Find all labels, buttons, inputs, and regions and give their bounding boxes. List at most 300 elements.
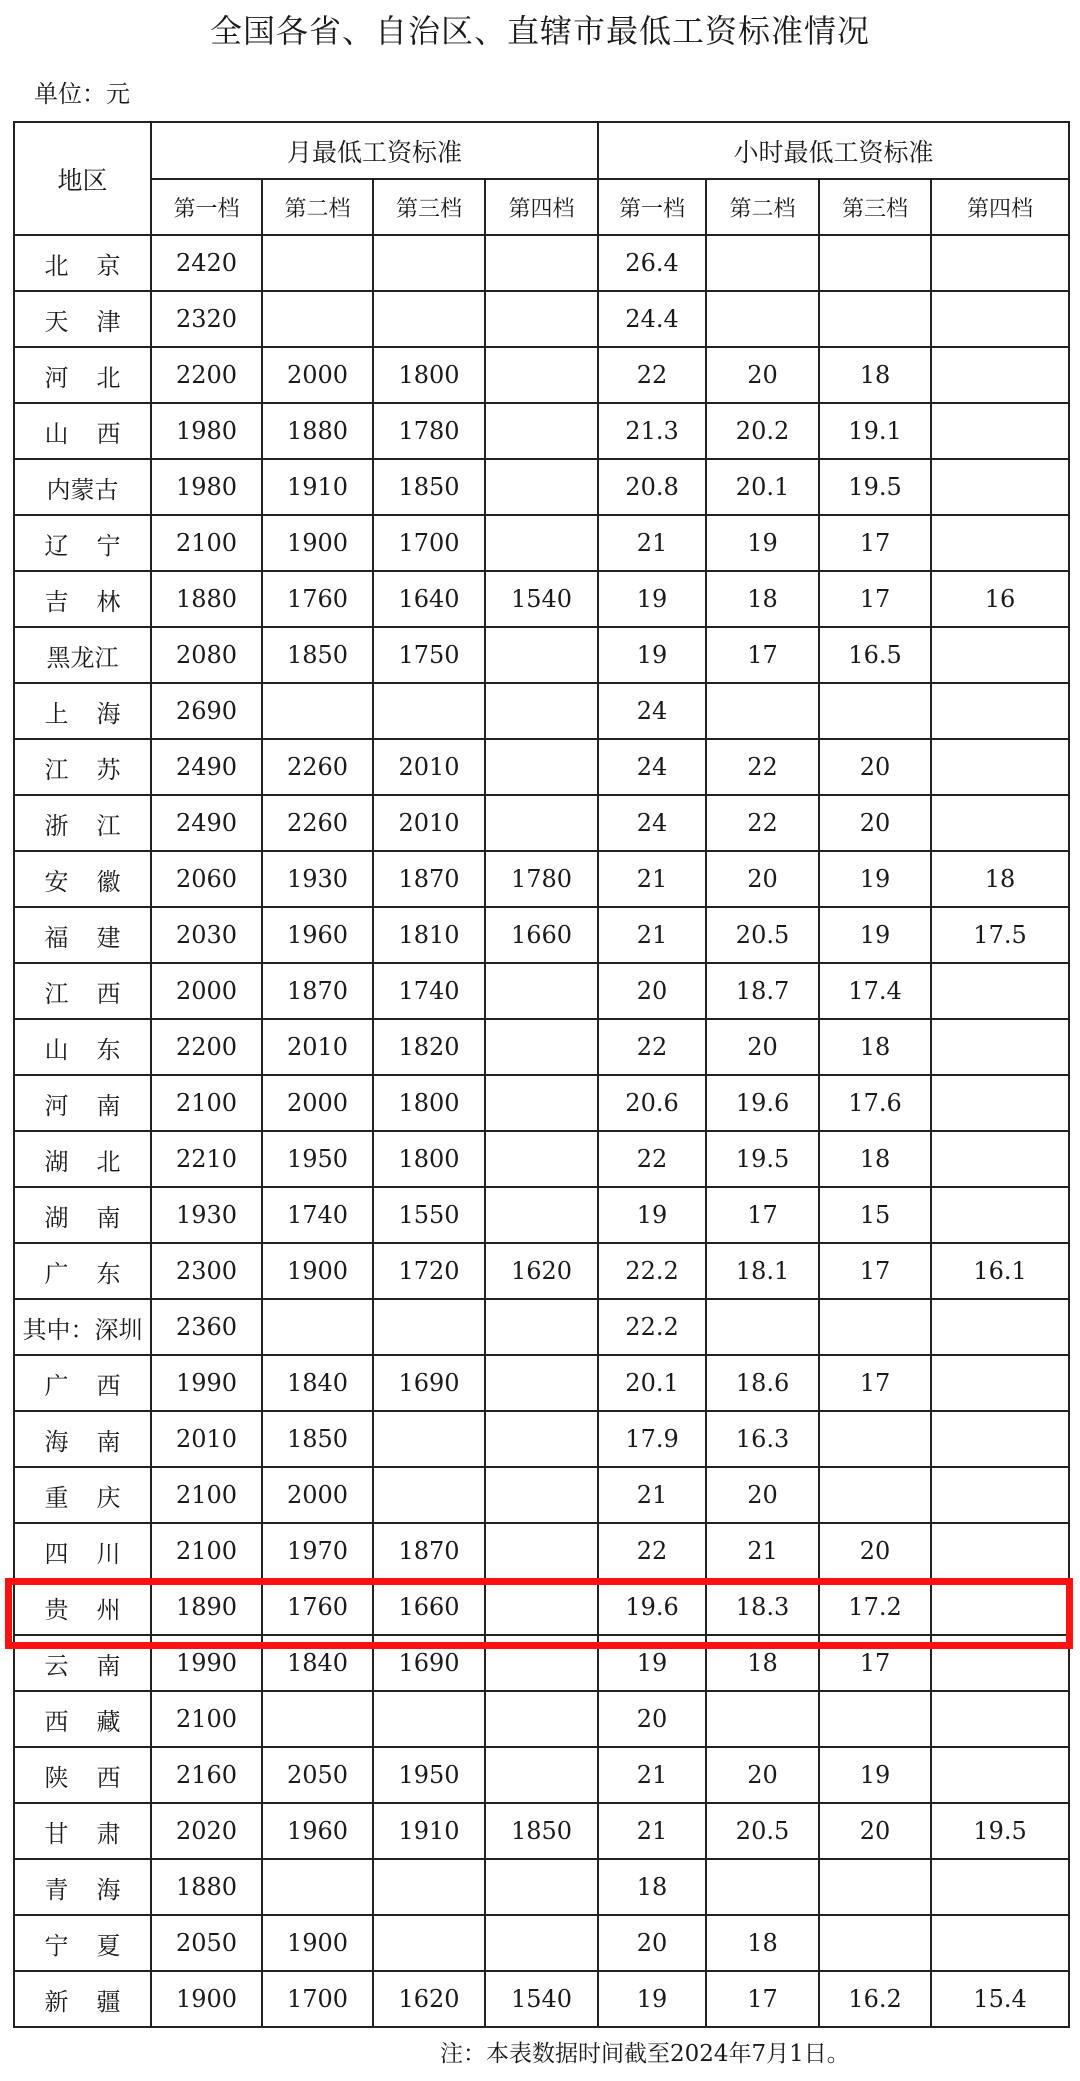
monthly-tier-2-cell: 1960 <box>262 907 373 963</box>
hourly-tier-2-cell: 20 <box>706 1019 819 1075</box>
hourly-tier-1-cell: 20.1 <box>598 1355 706 1411</box>
monthly-tier-4-cell <box>485 1299 598 1355</box>
monthly-tier-4-cell <box>485 683 598 739</box>
monthly-tier-3-cell: 1550 <box>373 1187 485 1243</box>
table-row <box>14 1019 1069 1075</box>
monthly-tier-2-cell: 1970 <box>262 1523 373 1579</box>
header-hourly: 小时最低工资标准 <box>598 122 1069 179</box>
table-row <box>14 347 1069 403</box>
hourly-tier-1-cell: 17.9 <box>598 1411 706 1467</box>
monthly-tier-3-cell: 1800 <box>373 347 485 403</box>
table-row <box>14 1971 1069 2027</box>
monthly-tier-3-cell: 1620 <box>373 1971 485 2027</box>
monthly-tier-3-cell: 1640 <box>373 571 485 627</box>
monthly-tier-1-cell: 2100 <box>151 1691 262 1747</box>
table-row <box>14 1635 1069 1691</box>
hourly-tier-2-cell: 18 <box>706 571 819 627</box>
region-cell: 吉林 <box>14 571 151 627</box>
table-row <box>14 683 1069 739</box>
hourly-tier-2-cell: 20.5 <box>706 1803 819 1859</box>
hourly-tier-4-cell <box>931 235 1069 291</box>
monthly-tier-3-cell: 1910 <box>373 1803 485 1859</box>
monthly-tier-4-cell <box>485 515 598 571</box>
hourly-tier-3-cell: 20 <box>819 1803 931 1859</box>
hourly-tier-2-cell: 20.2 <box>706 403 819 459</box>
monthly-tier-1-cell: 2300 <box>151 1243 262 1299</box>
monthly-tier-3-cell <box>373 683 485 739</box>
hourly-tier-4-cell <box>931 347 1069 403</box>
table-row <box>14 235 1069 291</box>
table-row <box>14 1299 1069 1355</box>
monthly-tier-4-cell <box>485 1131 598 1187</box>
header-monthly-tier-1: 第一档 <box>151 179 262 235</box>
hourly-tier-2-cell: 19 <box>706 515 819 571</box>
region-cell: 湖北 <box>14 1131 151 1187</box>
table-row <box>14 515 1069 571</box>
hourly-tier-4-cell <box>931 1915 1069 1971</box>
region-cell: 黑龙江 <box>14 627 151 683</box>
monthly-tier-4-cell <box>485 1523 598 1579</box>
hourly-tier-4-cell <box>931 1187 1069 1243</box>
table-row <box>14 627 1069 683</box>
monthly-tier-3-cell: 1740 <box>373 963 485 1019</box>
monthly-tier-2-cell <box>262 1299 373 1355</box>
region-cell: 北京 <box>14 235 151 291</box>
table-row <box>14 851 1069 907</box>
table-row <box>14 1915 1069 1971</box>
monthly-tier-1-cell: 1980 <box>151 459 262 515</box>
monthly-tier-1-cell: 2030 <box>151 907 262 963</box>
hourly-tier-2-cell: 20 <box>706 1747 819 1803</box>
monthly-tier-1-cell: 2490 <box>151 795 262 851</box>
region-cell: 安徽 <box>14 851 151 907</box>
hourly-tier-3-cell <box>819 1859 931 1915</box>
hourly-tier-3-cell: 19 <box>819 851 931 907</box>
hourly-tier-4-cell <box>931 1019 1069 1075</box>
region-cell: 陕西 <box>14 1747 151 1803</box>
monthly-tier-1-cell: 1890 <box>151 1579 262 1635</box>
monthly-tier-1-cell: 2100 <box>151 1523 262 1579</box>
hourly-tier-1-cell: 22 <box>598 1523 706 1579</box>
monthly-tier-1-cell: 2420 <box>151 235 262 291</box>
hourly-tier-4-cell <box>931 515 1069 571</box>
monthly-tier-1-cell: 2160 <box>151 1747 262 1803</box>
region-cell: 上海 <box>14 683 151 739</box>
monthly-tier-4-cell <box>485 739 598 795</box>
hourly-tier-2-cell: 20.5 <box>706 907 819 963</box>
table-row <box>14 963 1069 1019</box>
hourly-tier-4-cell <box>931 291 1069 347</box>
monthly-tier-3-cell: 2010 <box>373 795 485 851</box>
region-cell: 其中：深圳 <box>14 1299 151 1355</box>
hourly-tier-4-cell <box>931 1859 1069 1915</box>
hourly-tier-1-cell: 22 <box>598 1131 706 1187</box>
hourly-tier-1-cell: 19 <box>598 1635 706 1691</box>
monthly-tier-2-cell: 1760 <box>262 571 373 627</box>
hourly-tier-1-cell: 19.6 <box>598 1579 706 1635</box>
monthly-tier-2-cell: 2000 <box>262 347 373 403</box>
hourly-tier-1-cell: 22.2 <box>598 1243 706 1299</box>
monthly-tier-1-cell: 2690 <box>151 683 262 739</box>
hourly-tier-2-cell: 22 <box>706 795 819 851</box>
table-row <box>14 1859 1069 1915</box>
monthly-tier-3-cell: 1700 <box>373 515 485 571</box>
region-cell: 山东 <box>14 1019 151 1075</box>
table-row <box>14 1691 1069 1747</box>
monthly-tier-2-cell: 2000 <box>262 1467 373 1523</box>
region-cell: 重庆 <box>14 1467 151 1523</box>
hourly-tier-3-cell: 18 <box>819 347 931 403</box>
monthly-tier-3-cell: 1690 <box>373 1355 485 1411</box>
monthly-tier-1-cell: 2100 <box>151 1467 262 1523</box>
hourly-tier-4-cell: 18 <box>931 851 1069 907</box>
header-monthly-tier-2: 第二档 <box>262 179 373 235</box>
monthly-tier-4-cell <box>485 1859 598 1915</box>
region-cell: 江苏 <box>14 739 151 795</box>
monthly-tier-1-cell: 1880 <box>151 571 262 627</box>
hourly-tier-2-cell: 20 <box>706 1467 819 1523</box>
region-cell: 福建 <box>14 907 151 963</box>
monthly-tier-2-cell: 1760 <box>262 1579 373 1635</box>
monthly-tier-3-cell: 1870 <box>373 1523 485 1579</box>
monthly-tier-2-cell: 1900 <box>262 515 373 571</box>
table-row <box>14 1803 1069 1859</box>
monthly-tier-1-cell: 2200 <box>151 1019 262 1075</box>
table-row <box>14 1579 1069 1635</box>
hourly-tier-1-cell: 24 <box>598 739 706 795</box>
region-cell: 海南 <box>14 1411 151 1467</box>
hourly-tier-4-cell <box>931 627 1069 683</box>
hourly-tier-1-cell: 21 <box>598 851 706 907</box>
monthly-tier-2-cell: 1930 <box>262 851 373 907</box>
hourly-tier-4-cell <box>931 739 1069 795</box>
monthly-tier-2-cell: 2050 <box>262 1747 373 1803</box>
region-cell: 河北 <box>14 347 151 403</box>
hourly-tier-3-cell <box>819 1467 931 1523</box>
monthly-tier-1-cell: 2490 <box>151 739 262 795</box>
hourly-tier-3-cell: 17 <box>819 1355 931 1411</box>
table-row <box>14 459 1069 515</box>
hourly-tier-2-cell: 17 <box>706 627 819 683</box>
monthly-tier-1-cell: 2080 <box>151 627 262 683</box>
monthly-tier-4-cell: 1780 <box>485 851 598 907</box>
hourly-tier-2-cell: 22 <box>706 739 819 795</box>
header-hourly-tier-3: 第三档 <box>819 179 931 235</box>
monthly-tier-2-cell: 1740 <box>262 1187 373 1243</box>
monthly-tier-3-cell: 1800 <box>373 1131 485 1187</box>
region-cell: 浙江 <box>14 795 151 851</box>
monthly-tier-1-cell: 2210 <box>151 1131 262 1187</box>
monthly-tier-3-cell: 1810 <box>373 907 485 963</box>
hourly-tier-3-cell: 20 <box>819 739 931 795</box>
monthly-tier-2-cell: 1870 <box>262 963 373 1019</box>
hourly-tier-3-cell: 17 <box>819 515 931 571</box>
hourly-tier-2-cell <box>706 1299 819 1355</box>
monthly-tier-2-cell: 1840 <box>262 1635 373 1691</box>
hourly-tier-1-cell: 21 <box>598 1467 706 1523</box>
region-cell: 辽宁 <box>14 515 151 571</box>
table-body <box>14 235 1069 2027</box>
footnote: 注：本表数据时间截至2024年7月1日。 <box>440 2041 850 2067</box>
region-cell: 山西 <box>14 403 151 459</box>
region-cell: 内蒙古 <box>14 459 151 515</box>
hourly-tier-4-cell <box>931 1075 1069 1131</box>
hourly-tier-2-cell: 19.6 <box>706 1075 819 1131</box>
region-cell: 江西 <box>14 963 151 1019</box>
hourly-tier-4-cell <box>931 795 1069 851</box>
monthly-tier-1-cell: 2000 <box>151 963 262 1019</box>
monthly-tier-1-cell: 2360 <box>151 1299 262 1355</box>
hourly-tier-4-cell: 17.5 <box>931 907 1069 963</box>
table-row <box>14 1243 1069 1299</box>
hourly-tier-2-cell <box>706 1691 819 1747</box>
monthly-tier-2-cell: 2260 <box>262 739 373 795</box>
monthly-tier-4-cell <box>485 1691 598 1747</box>
table-row <box>14 291 1069 347</box>
monthly-tier-3-cell: 1720 <box>373 1243 485 1299</box>
hourly-tier-2-cell: 20 <box>706 347 819 403</box>
monthly-tier-1-cell: 2050 <box>151 1915 262 1971</box>
region-cell: 广东 <box>14 1243 151 1299</box>
header-region: 地区 <box>14 122 151 235</box>
table-row <box>14 1411 1069 1467</box>
monthly-tier-3-cell <box>373 235 485 291</box>
hourly-tier-2-cell: 18.3 <box>706 1579 819 1635</box>
monthly-tier-4-cell <box>485 795 598 851</box>
monthly-tier-1-cell: 1990 <box>151 1355 262 1411</box>
hourly-tier-4-cell: 16.1 <box>931 1243 1069 1299</box>
monthly-tier-3-cell: 1870 <box>373 851 485 907</box>
monthly-tier-2-cell: 2000 <box>262 1075 373 1131</box>
monthly-tier-2-cell: 1900 <box>262 1243 373 1299</box>
hourly-tier-2-cell <box>706 235 819 291</box>
hourly-tier-2-cell: 18.6 <box>706 1355 819 1411</box>
monthly-tier-4-cell <box>485 1635 598 1691</box>
monthly-tier-3-cell: 1800 <box>373 1075 485 1131</box>
hourly-tier-3-cell: 17 <box>819 1635 931 1691</box>
hourly-tier-1-cell: 26.4 <box>598 235 706 291</box>
monthly-tier-2-cell: 2010 <box>262 1019 373 1075</box>
hourly-tier-3-cell: 18 <box>819 1019 931 1075</box>
header-hourly-tier-4: 第四档 <box>931 179 1069 235</box>
monthly-tier-4-cell: 1620 <box>485 1243 598 1299</box>
hourly-tier-1-cell: 19 <box>598 571 706 627</box>
region-cell: 广西 <box>14 1355 151 1411</box>
hourly-tier-1-cell: 20.6 <box>598 1075 706 1131</box>
hourly-tier-2-cell: 18 <box>706 1915 819 1971</box>
header-monthly: 月最低工资标准 <box>151 122 598 179</box>
hourly-tier-3-cell <box>819 1915 931 1971</box>
hourly-tier-4-cell: 19.5 <box>931 1803 1069 1859</box>
monthly-tier-3-cell <box>373 1691 485 1747</box>
hourly-tier-2-cell: 18 <box>706 1635 819 1691</box>
monthly-tier-4-cell <box>485 627 598 683</box>
hourly-tier-4-cell <box>931 403 1069 459</box>
table-row <box>14 739 1069 795</box>
region-cell: 贵州 <box>14 1579 151 1635</box>
monthly-tier-3-cell: 1660 <box>373 1579 485 1635</box>
hourly-tier-1-cell: 20 <box>598 1691 706 1747</box>
monthly-tier-3-cell: 1750 <box>373 627 485 683</box>
monthly-tier-3-cell <box>373 1859 485 1915</box>
hourly-tier-3-cell: 19.1 <box>819 403 931 459</box>
header-hourly-tier-1: 第一档 <box>598 179 706 235</box>
hourly-tier-1-cell: 21 <box>598 515 706 571</box>
hourly-tier-2-cell: 18.1 <box>706 1243 819 1299</box>
hourly-tier-3-cell <box>819 683 931 739</box>
table-row <box>14 1467 1069 1523</box>
hourly-tier-2-cell: 18.7 <box>706 963 819 1019</box>
monthly-tier-1-cell: 1980 <box>151 403 262 459</box>
monthly-tier-4-cell <box>485 963 598 1019</box>
table-row <box>14 907 1069 963</box>
monthly-tier-4-cell <box>485 1187 598 1243</box>
monthly-tier-4-cell <box>485 1467 598 1523</box>
monthly-tier-3-cell: 1850 <box>373 459 485 515</box>
monthly-tier-4-cell <box>485 235 598 291</box>
monthly-tier-1-cell: 2100 <box>151 1075 262 1131</box>
monthly-tier-4-cell <box>485 347 598 403</box>
monthly-tier-4-cell <box>485 1579 598 1635</box>
region-cell: 新疆 <box>14 1971 151 2027</box>
monthly-tier-4-cell <box>485 1075 598 1131</box>
hourly-tier-4-cell <box>931 1635 1069 1691</box>
monthly-tier-1-cell: 1880 <box>151 1859 262 1915</box>
monthly-tier-3-cell: 2010 <box>373 739 485 795</box>
monthly-tier-1-cell: 2020 <box>151 1803 262 1859</box>
monthly-tier-2-cell <box>262 1859 373 1915</box>
table-row <box>14 1075 1069 1131</box>
hourly-tier-3-cell: 15 <box>819 1187 931 1243</box>
hourly-tier-1-cell: 21 <box>598 907 706 963</box>
monthly-tier-2-cell <box>262 291 373 347</box>
monthly-tier-2-cell: 2260 <box>262 795 373 851</box>
monthly-tier-3-cell: 1820 <box>373 1019 485 1075</box>
monthly-tier-3-cell: 1950 <box>373 1747 485 1803</box>
region-cell: 河南 <box>14 1075 151 1131</box>
monthly-tier-4-cell <box>485 1019 598 1075</box>
hourly-tier-4-cell <box>931 1523 1069 1579</box>
monthly-tier-4-cell <box>485 1747 598 1803</box>
hourly-tier-4-cell: 16 <box>931 571 1069 627</box>
hourly-tier-1-cell: 22.2 <box>598 1299 706 1355</box>
hourly-tier-1-cell: 18 <box>598 1859 706 1915</box>
hourly-tier-4-cell <box>931 963 1069 1019</box>
monthly-tier-2-cell: 1900 <box>262 1915 373 1971</box>
monthly-tier-2-cell: 1950 <box>262 1131 373 1187</box>
hourly-tier-2-cell: 16.3 <box>706 1411 819 1467</box>
monthly-tier-4-cell <box>485 459 598 515</box>
header-monthly-tier-4: 第四档 <box>485 179 598 235</box>
page-title: 全国各省、自治区、直辖市最低工资标准情况 <box>209 12 870 50</box>
table-row <box>14 571 1069 627</box>
table-row <box>14 1747 1069 1803</box>
region-cell: 湖南 <box>14 1187 151 1243</box>
hourly-tier-1-cell: 22 <box>598 347 706 403</box>
monthly-tier-4-cell: 1850 <box>485 1803 598 1859</box>
monthly-tier-4-cell <box>485 291 598 347</box>
hourly-tier-3-cell: 17 <box>819 1243 931 1299</box>
hourly-tier-1-cell: 19 <box>598 1187 706 1243</box>
hourly-tier-3-cell: 20 <box>819 795 931 851</box>
hourly-tier-3-cell: 19.5 <box>819 459 931 515</box>
monthly-tier-2-cell <box>262 683 373 739</box>
hourly-tier-1-cell: 20 <box>598 963 706 1019</box>
hourly-tier-1-cell: 21 <box>598 1747 706 1803</box>
monthly-tier-3-cell: 1690 <box>373 1635 485 1691</box>
region-cell: 西藏 <box>14 1691 151 1747</box>
hourly-tier-4-cell <box>931 1579 1069 1635</box>
hourly-tier-1-cell: 20 <box>598 1915 706 1971</box>
hourly-tier-1-cell: 24 <box>598 683 706 739</box>
monthly-tier-3-cell <box>373 1915 485 1971</box>
hourly-tier-3-cell <box>819 291 931 347</box>
unit-label: 单位：元 <box>34 80 130 108</box>
hourly-tier-3-cell: 19 <box>819 907 931 963</box>
hourly-tier-1-cell: 24 <box>598 795 706 851</box>
hourly-tier-3-cell <box>819 235 931 291</box>
hourly-tier-3-cell: 16.5 <box>819 627 931 683</box>
monthly-tier-4-cell: 1660 <box>485 907 598 963</box>
monthly-tier-4-cell <box>485 1355 598 1411</box>
region-cell: 青海 <box>14 1859 151 1915</box>
hourly-tier-3-cell <box>819 1299 931 1355</box>
hourly-tier-1-cell: 19 <box>598 1971 706 2027</box>
header-hourly-tier-2: 第二档 <box>706 179 819 235</box>
hourly-tier-3-cell: 17 <box>819 571 931 627</box>
hourly-tier-4-cell <box>931 683 1069 739</box>
monthly-tier-3-cell <box>373 291 485 347</box>
hourly-tier-3-cell <box>819 1691 931 1747</box>
hourly-tier-2-cell: 20 <box>706 851 819 907</box>
monthly-tier-2-cell <box>262 1691 373 1747</box>
monthly-tier-1-cell: 2060 <box>151 851 262 907</box>
table-row <box>14 1187 1069 1243</box>
monthly-tier-4-cell: 1540 <box>485 571 598 627</box>
monthly-tier-2-cell: 1850 <box>262 627 373 683</box>
monthly-tier-4-cell <box>485 1915 598 1971</box>
hourly-tier-4-cell <box>931 1299 1069 1355</box>
hourly-tier-1-cell: 24.4 <box>598 291 706 347</box>
hourly-tier-1-cell: 19 <box>598 627 706 683</box>
hourly-tier-2-cell: 17 <box>706 1971 819 2027</box>
hourly-tier-4-cell <box>931 1411 1069 1467</box>
hourly-tier-2-cell <box>706 291 819 347</box>
hourly-tier-3-cell: 20 <box>819 1523 931 1579</box>
region-cell: 四川 <box>14 1523 151 1579</box>
table-row <box>14 403 1069 459</box>
monthly-tier-2-cell: 1960 <box>262 1803 373 1859</box>
monthly-tier-2-cell: 1910 <box>262 459 373 515</box>
monthly-tier-2-cell: 1700 <box>262 1971 373 2027</box>
hourly-tier-4-cell <box>931 459 1069 515</box>
header-monthly-tier-3: 第三档 <box>373 179 485 235</box>
hourly-tier-4-cell <box>931 1467 1069 1523</box>
monthly-tier-3-cell <box>373 1411 485 1467</box>
table-row <box>14 1355 1069 1411</box>
monthly-tier-1-cell: 1930 <box>151 1187 262 1243</box>
hourly-tier-2-cell: 21 <box>706 1523 819 1579</box>
hourly-tier-3-cell: 19 <box>819 1747 931 1803</box>
hourly-tier-4-cell: 15.4 <box>931 1971 1069 2027</box>
monthly-tier-1-cell: 1990 <box>151 1635 262 1691</box>
hourly-tier-1-cell: 20.8 <box>598 459 706 515</box>
monthly-tier-2-cell: 1880 <box>262 403 373 459</box>
minimum-wage-table <box>13 121 1070 2028</box>
monthly-tier-1-cell: 2010 <box>151 1411 262 1467</box>
hourly-tier-1-cell: 22 <box>598 1019 706 1075</box>
monthly-tier-3-cell: 1780 <box>373 403 485 459</box>
